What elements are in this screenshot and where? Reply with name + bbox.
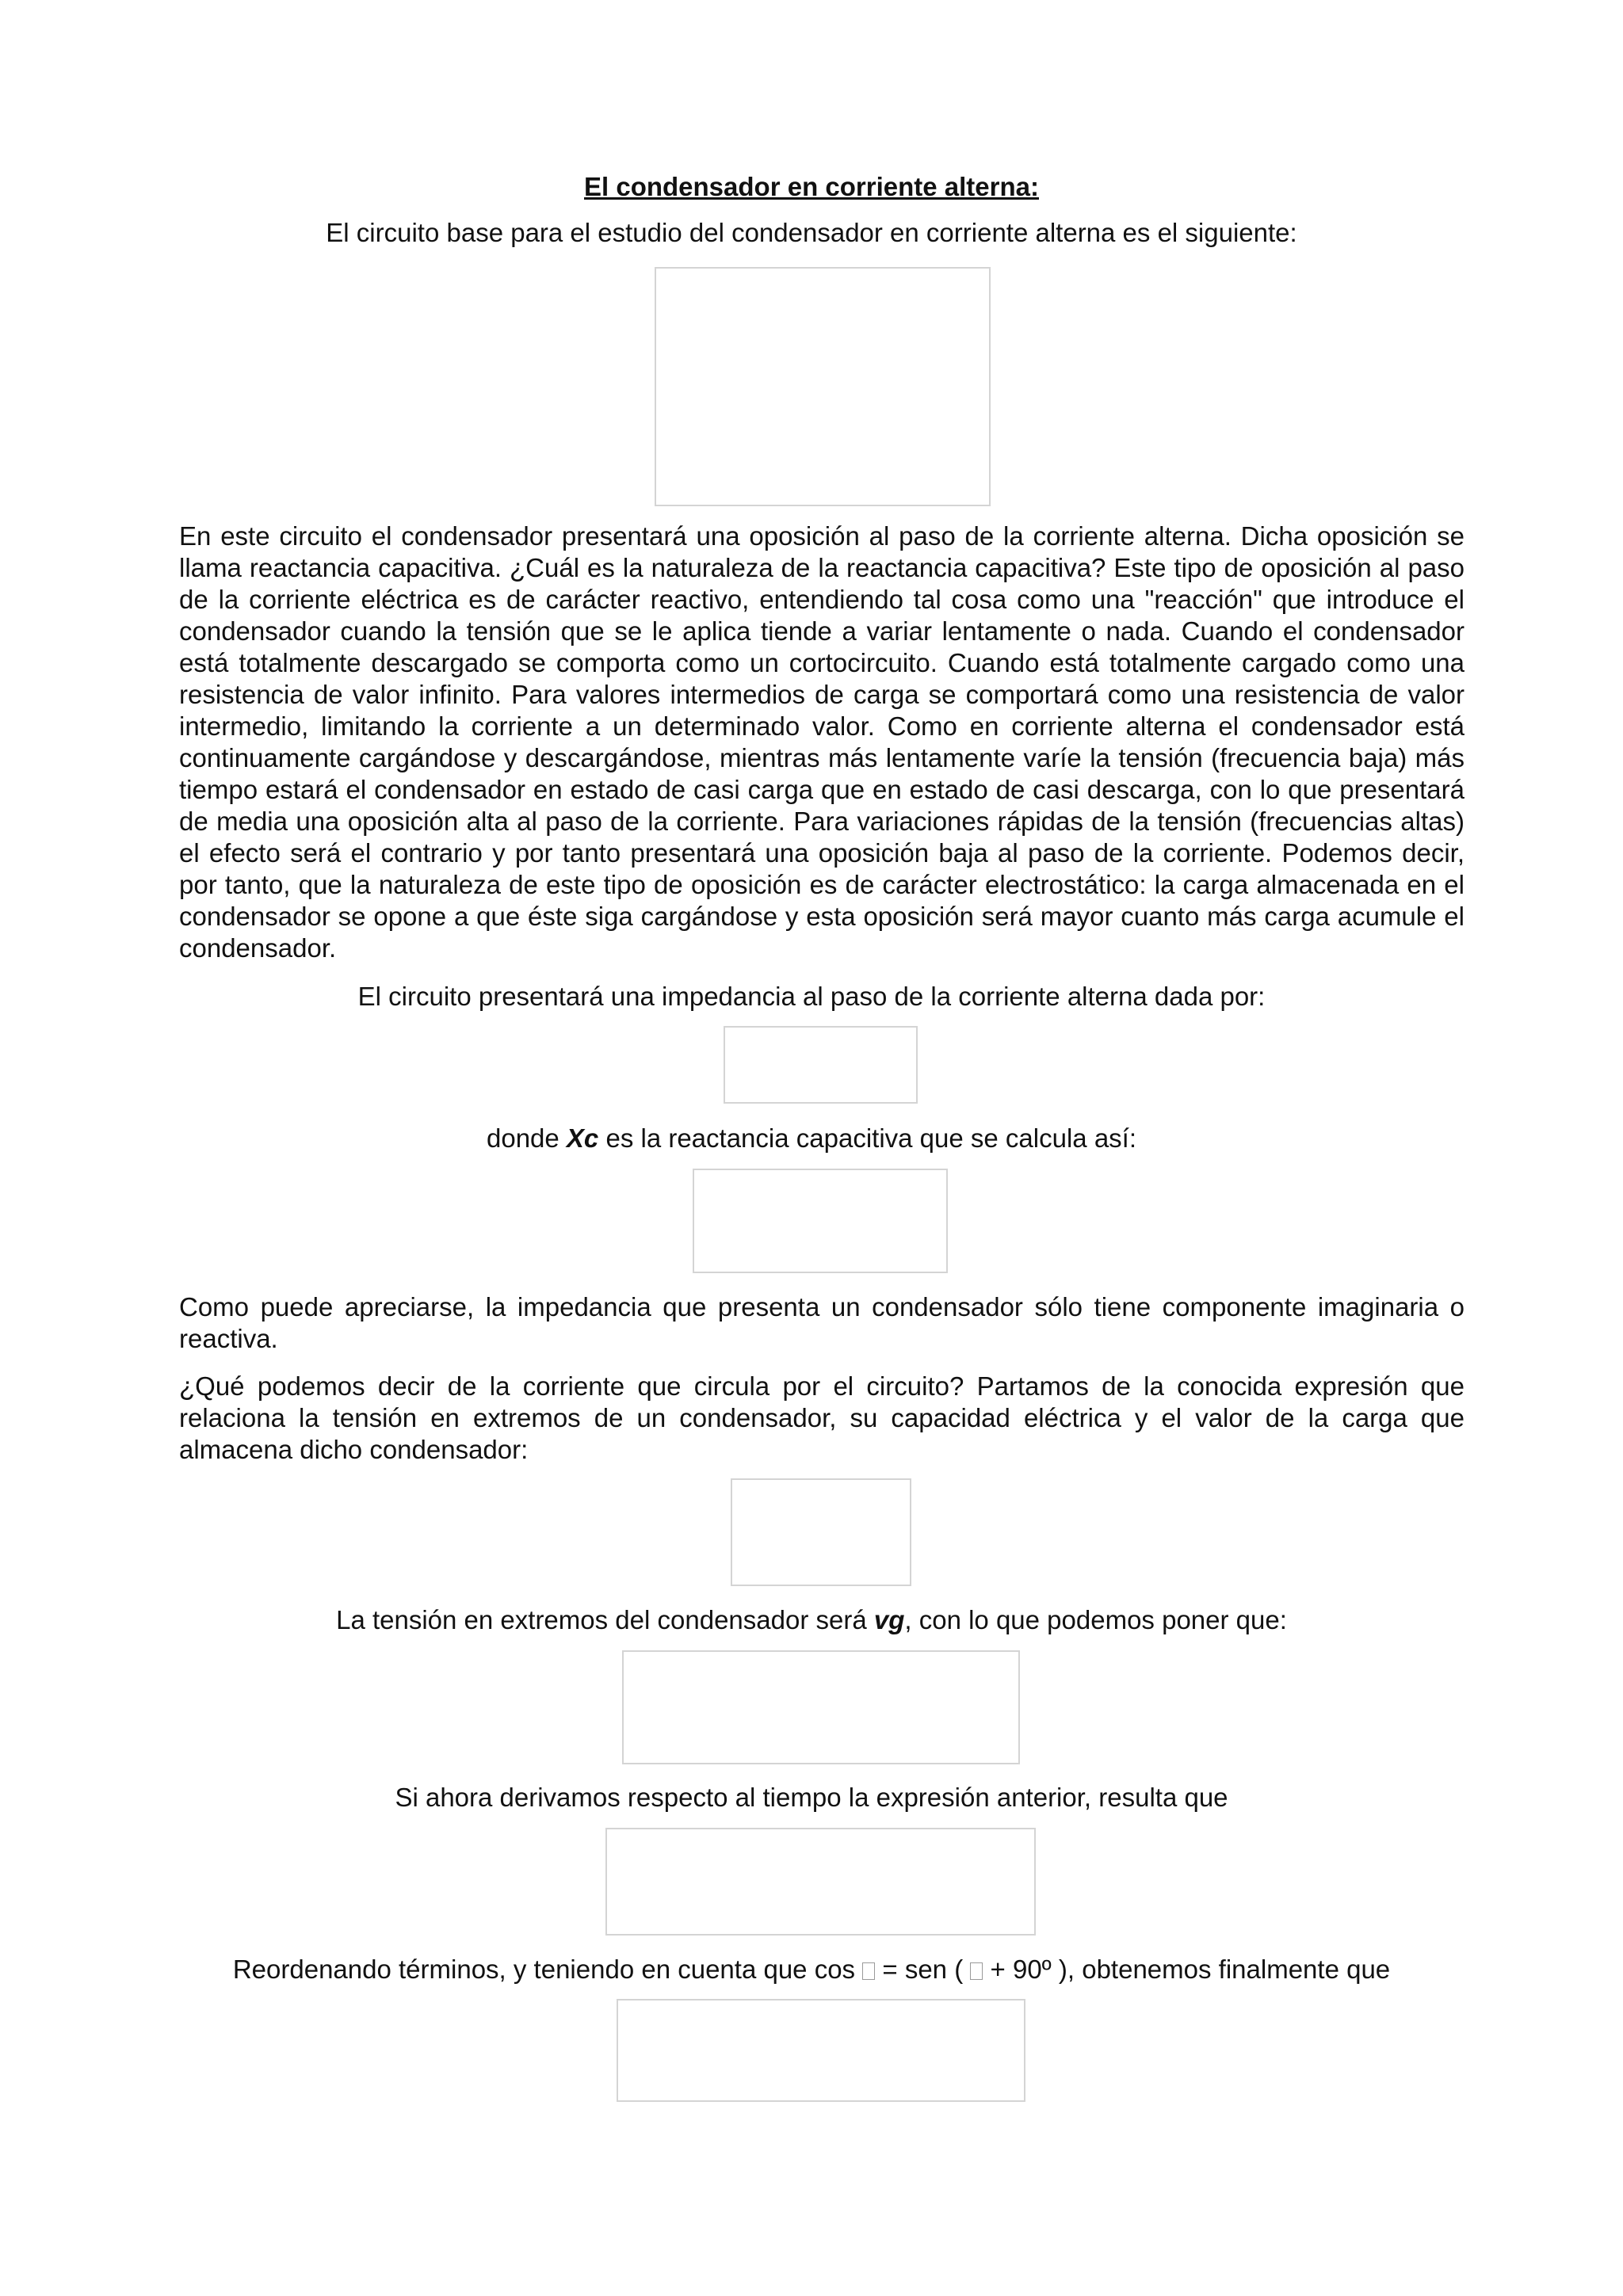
- vg-text: [0, 1604, 1623, 1636]
- reorder-part1: Reordenando términos, y teniendo en cuenta que cos: [232, 1955, 863, 1984]
- xc-formula-placeholder: [693, 1169, 948, 1273]
- vg-formula-placeholder: [622, 1650, 1020, 1764]
- derive-text: Si ahora derivamos respecto al tiempo la expresión anterior, resulta que: [395, 1783, 1228, 1812]
- missing-glyph-icon: [970, 1962, 983, 1980]
- reorder-part2: = sen (: [875, 1955, 971, 1984]
- xc-line-suffix: es la reactancia capacitiva que se calcula así:: [598, 1123, 1137, 1153]
- charge-formula-placeholder: [731, 1478, 911, 1586]
- vg-line-suffix: , con lo que podemos poner que:: [904, 1605, 1287, 1634]
- imaginary-paragraph: Como puede apreciarse, la impedancia que presenta un condensador sólo tiene componente imaginaria o reactiva.: [179, 1292, 1465, 1353]
- vg-line-prefix: La tensión en extremos del condensador será: [336, 1605, 874, 1634]
- reorder-part3: + 90º ), obtenemos finalmente que: [983, 1955, 1391, 1984]
- xc-line-prefix: donde: [486, 1123, 567, 1153]
- derivative-formula-placeholder: [605, 1828, 1036, 1936]
- xc-definition-text: [0, 1123, 1623, 1154]
- vg-symbol: vg: [873, 1605, 905, 1634]
- xc-symbol: Xc: [566, 1123, 599, 1153]
- reorder-text: [0, 1954, 1623, 1985]
- page-title: El condensador en corriente alterna:: [584, 172, 1039, 201]
- final-formula-placeholder: [617, 1999, 1025, 2102]
- current-paragraph: ¿Qué podemos decir de la corriente que circula por el circuito? Partamos de la conocida expresión que relaciona la tensión en extremos de un condensador, su capacidad eléctrica y el valor de la carga que almacena dicho condensador:: [179, 1371, 1465, 1464]
- reactance-paragraph: En este circuito el condensador presentará una oposición al paso de la corriente alterna. Dicha oposición se llama reactancia capacitiva. ¿Cuál es la naturaleza de la reactancia capacitiva? Este tipo de oposición al paso de la corriente eléctrica es de carácter reactivo, entendiendo tal cosa como una "reacción" que introduce el condensador cuando la tensión que se le aplica tiende a variar lentamente o nada. Cuando el condensador está totalmente descargado se comporta como un cortocircuito. Cuando está totalmente cargado como una resistencia de valor infinito. Para valores intermedios de carga se comportará como una resistencia de valor intermedio, limitando la corriente a un determinado valor. Como en corriente alterna el condensador está continuamente cargándose y descargándose, mientras más lentamente varíe la tensión (frecuencia baja) más tiempo estará el condensador en estado de casi carga que en estado de casi descarga, con lo que presentará de media una oposición alta al paso de la corriente. Para variaciones rápidas de la tensión (frecuencias altas) el efecto será el contrario y por tanto presentará una oposición baja al paso de la corriente. Podemos decir, por tanto, que la naturaleza de este tipo de oposición es de carácter electrostático: la carga almacenada en el condensador se opone a que éste siga cargándose y esta oposición será mayor cuanto más carga acumule el condensador.: [179, 521, 1465, 963]
- impedance-text: El circuito presentará una impedancia al paso de la corriente alterna dada por:: [357, 982, 1266, 1011]
- intro-text: El circuito base para el estudio del condensador en corriente alterna es el siguiente:: [326, 218, 1297, 247]
- circuit-diagram-placeholder: [655, 267, 991, 506]
- missing-glyph-icon: [862, 1962, 875, 1980]
- impedance-formula-placeholder: [724, 1026, 918, 1104]
